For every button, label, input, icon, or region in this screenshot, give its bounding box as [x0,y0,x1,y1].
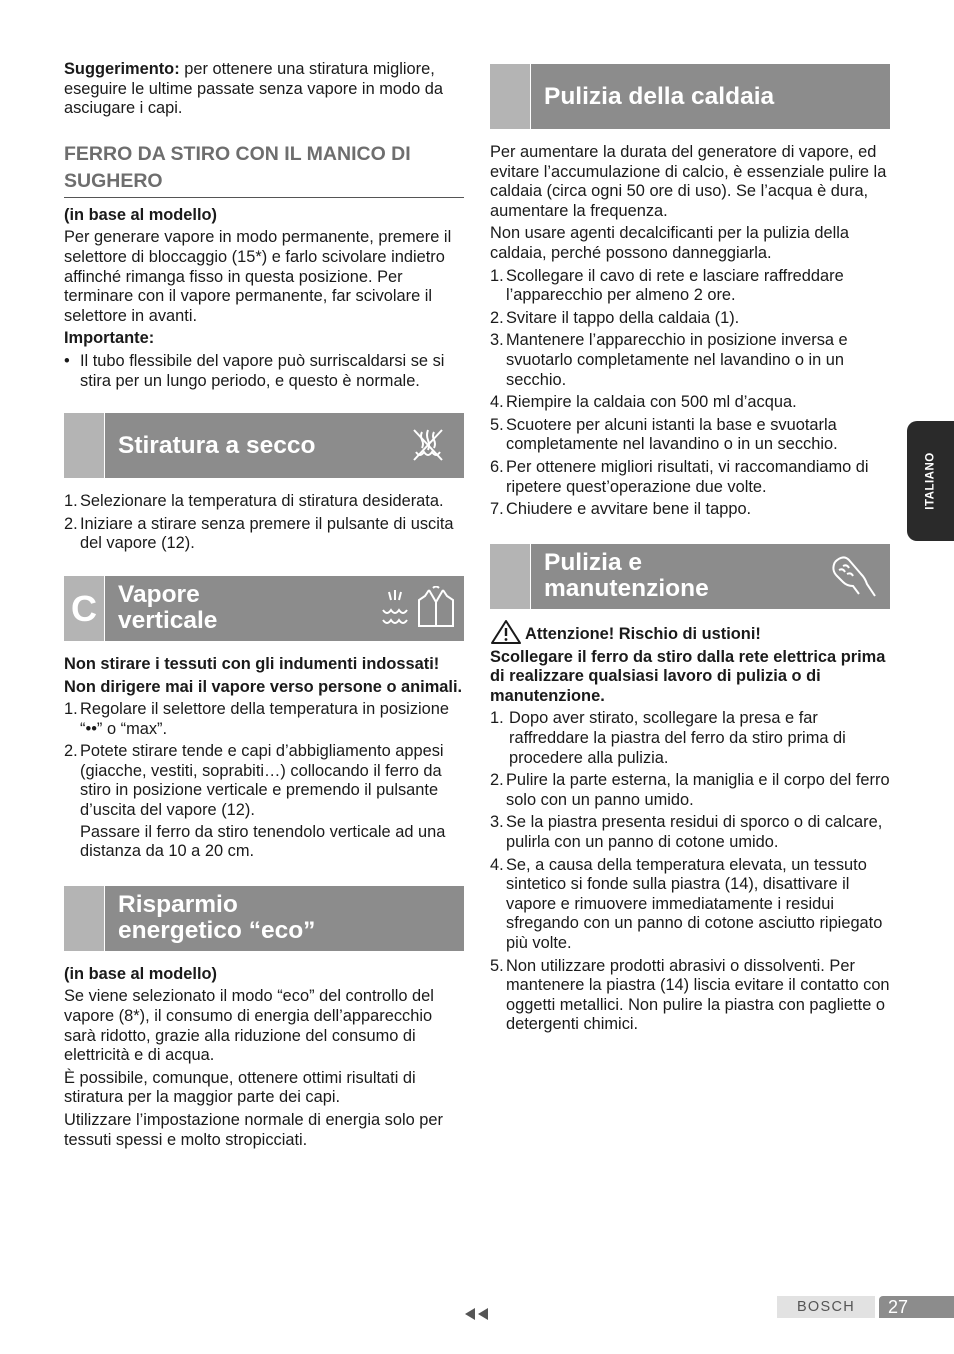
step-text: Dopo aver stirato, scollegare la presa e far raffreddare la piastra del ferro da stiro prima di procedere alla pulizia. [509,709,846,767]
step-number: 2. [490,308,504,327]
step-number: 5. [490,415,504,434]
maintenance-title [531,550,824,602]
steam-crossed-icon [398,422,458,470]
boiler-cleaning-banner [490,64,890,129]
step-number: 4. [490,855,504,874]
step-number: 2. [64,742,78,761]
step-number: 3. [490,813,504,832]
list-item [490,957,890,1035]
language-tab [907,421,954,541]
boiler-paragraph: Per aumentare la durata del generatore di vapore, ed evitare l’accumulazione di calcio, è essenziale pulire la caldaia (circa ogni 50 ore di uso). Se l’acqua è dura, aumentare la frequenza. [490,143,887,220]
list-item [490,856,890,954]
step-text: Riempire la caldaia con 500 ml d’acqua. [506,393,797,412]
banner-tab [64,576,105,641]
list-item [490,709,890,768]
eco-model-note: (in base al modello) [64,964,218,983]
list-item [490,500,890,520]
step-number: 1. [64,700,78,719]
list-item [64,352,464,391]
maintenance-title-line2: manutenzione [544,575,709,603]
step-text: Mantenere l’apparecchio in posizione inversa e svuotarlo completamente nel lavandino o in un secchio. [506,331,848,389]
banner-tab [64,413,105,478]
step-number: 2. [490,771,504,790]
vertical-steam-steps [64,700,464,821]
step-text: Regolare il selettore della temperatura in posizione “••” o “max”. [80,700,449,738]
boiler-steps [490,267,890,520]
rewind-arrows-icon [463,1307,491,1326]
vertical-steam-title-line1: Vapore [118,581,200,609]
burn-warning-line [490,619,890,645]
step-number: 1. [64,492,78,511]
maintenance-banner [490,544,890,609]
list-item [64,515,464,554]
step-text: Chiudere e avvitare bene il tappo. [506,500,752,519]
vertical-steam-continuation: Passare il ferro da stiro tenendolo verticale ad una distanza da 10 a 20 cm. [80,822,446,861]
step-text: Selezionare la temperatura di stiratura desiderata. [80,492,444,511]
list-item [64,492,464,512]
vertical-steam-title [105,582,378,634]
tip-text: per ottenere una stiratura migliore, eseguire le ultime passate senza vapore in modo da asciugare i capi. [64,60,444,118]
cork-model-note: (in base al modello) [64,205,218,224]
maintenance-steps [490,709,890,1035]
step-text: Potete stirare tende e capi d’abbigliamento appesi (giacche, vestiti, soprabiti…) collocando il ferro da stiro in posizione verticale e premendo il pulsante d’uscita del vapore (12). [80,742,444,820]
eco-paragraph: È possibile, comunque, ottenere ottimi risultati di stiratura per la maggior parte dei capi. [64,1068,416,1107]
cork-handle-heading: FERRO DA STIRO CON IL MANICO DI SUGHERO [64,141,464,198]
vertical-steam-garment-icon [378,584,458,632]
step-number: 7. [490,500,504,519]
vertical-steam-title-line2: verticale [118,607,218,635]
step-text: Non utilizzare prodotti abrasivi o dissolventi. Per mantenere la piastra (14) liscia evitare il contatto con oggetti metallici. Non pulire la piastra con pagliette o detergenti chimici. [506,956,890,1034]
dry-ironing-title: Stiratura a secco [118,431,316,459]
eco-title-line2: energetico “eco” [118,917,316,945]
step-number: 1. [490,709,504,728]
dry-ironing-banner [64,413,464,478]
cork-bullet-list [64,352,464,391]
bullet-mark: • [64,351,70,370]
list-item [490,309,890,329]
language-tab-label: ITALIANO [924,452,937,510]
right-column [490,64,890,1038]
step-text: Pulire la parte esterna, la maniglia e il corpo del ferro solo con un panno umido. [506,771,890,809]
step-text: Svitare il tappo della caldaia (1). [506,308,740,327]
boiler-paragraph: Non usare agenti decalcificanti per la pulizia della caldaia, perché possono danneggiarla. [490,224,849,262]
vertical-warning-1: Non stirare i tessuti con gli indumenti indossati! [64,654,440,673]
step-number: 1. [490,266,504,285]
cleaning-hand-icon [824,552,884,600]
boiler-cleaning-title: Pulizia della caldaia [544,82,775,110]
dry-ironing-steps [64,492,464,554]
list-item [490,267,890,306]
list-item [490,393,890,413]
cork-important-label: Importante: [64,329,155,348]
list-item [490,458,890,497]
eco-paragraph: Utilizzare l’impostazione normale di energia solo per tessuti spessi e molto stropicciati. [64,1111,443,1149]
list-item [64,742,464,820]
eco-paragraph: Se viene selezionato il modo “eco” del controllo del vapore (8*), il consumo di energia dell’apparecchio sarà ridotto, grazie alla riduzione del consumo di elettricità e di acqua. [64,987,434,1065]
step-text: Se, a causa della temperatura elevata, un tessuto sintetico si fonde sulla piastra (14), disattivare il vapore e rimuovere immediatamente i residui sfregando con un panno di cotone asciutto ripiegato più volte. [506,855,883,952]
burn-warning-text: Scollegare il ferro da stiro dalla rete elettrica prima di realizzare qualsiasi lavoro di pulizia o di manutenzione. [490,647,886,705]
left-column [64,60,464,1153]
cork-text: Per generare vapore in modo permanente, premere il selettore di bloccaggio (15*) e farlo scivolare indietro affinché rimanga fisso in questa posizione. Per terminare con il vapore permanente, far scivolare il selettore in avanti. [64,228,452,325]
step-number: 2. [64,514,78,533]
step-number: 6. [490,457,504,476]
step-text: Per ottenere migliori risultati, vi raccomandiamo di ripetere quest’operazione due volte. [506,457,869,496]
bullet-text: Il tubo flessibile del vapore può surriscaldarsi se si stira per un lungo periodo, e questo è normale. [80,351,445,390]
maintenance-title-line1: Pulizia e [544,549,643,577]
step-number: 4. [490,393,504,412]
warning-triangle-icon [490,619,522,645]
list-item [490,813,890,852]
banner-tab-letter: C [71,587,97,629]
page-number: 27 [879,1296,954,1318]
eco-banner [64,886,464,951]
banner-tab [490,544,531,609]
brand-label: BOSCH [777,1296,875,1318]
list-item [490,416,890,455]
banner-tab [490,64,531,129]
eco-title-line1: Risparmio [118,891,238,919]
eco-title [105,892,464,944]
tip-label: Suggerimento: [64,60,180,78]
list-item [490,331,890,390]
step-text: Scollegare il cavo di rete e lasciare raffreddare l’apparecchio per almeno 2 ore. [506,266,844,305]
vertical-warning-2: Non dirigere mai il vapore verso persone o animali. [64,677,463,696]
step-number: 3. [490,331,504,350]
step-text: Se la piastra presenta residui di sporco o di calcare, pulirla con un panno di cotone umido. [506,813,883,852]
step-number: 5. [490,956,504,975]
list-item [490,771,890,810]
tip-paragraph [64,60,464,119]
burn-warning-title: Attenzione! Rischio di ustioni! [525,625,761,644]
step-text: Iniziare a stirare senza premere il pulsante di uscita del vapore (12). [80,514,454,553]
banner-tab [64,886,105,951]
vertical-steam-banner [64,576,464,641]
list-item [64,700,464,739]
step-text: Scuotere per alcuni istanti la base e svuotarla completamente nel lavandino o in un secchio. [506,415,838,454]
